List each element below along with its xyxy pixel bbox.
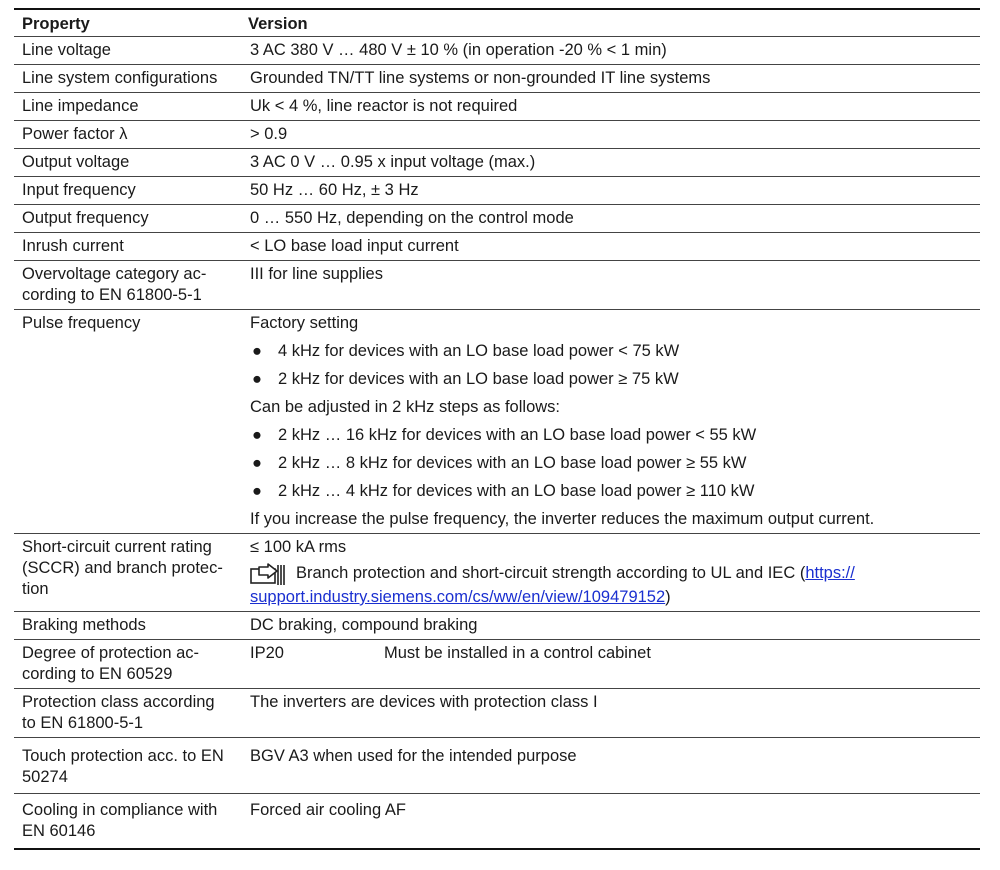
row-property: Braking methods — [14, 612, 242, 640]
row-value: > 0.9 — [242, 121, 980, 149]
note-close-paren: ) — [665, 588, 671, 606]
row-property — [14, 640, 242, 689]
sccr-note — [250, 563, 974, 608]
bullet-icon: ● — [252, 454, 262, 472]
list-item: ● 4 kHz for devices with an LO base load power < 75 kW — [252, 342, 680, 360]
property-line: 50274 — [22, 768, 68, 786]
property-line: Touch protection acc. to EN — [22, 747, 224, 765]
property-line: tion — [22, 580, 49, 598]
table-row-pulse-frequency — [14, 310, 980, 534]
book-note-icon — [250, 563, 290, 587]
list-item: ● 2 kHz … 4 kHz for devices with an LO base load power ≥ 110 kW — [252, 482, 755, 500]
property-line: Overvoltage category ac- — [22, 265, 207, 283]
row-value: 0 … 550 Hz, depending on the control mode — [242, 205, 980, 233]
ip-note: Must be installed in a control cabinet — [384, 644, 651, 662]
table-row-sccr — [14, 534, 980, 612]
technical-data-table — [14, 8, 980, 850]
header-property: Property — [14, 9, 242, 37]
bullet-icon: ● — [252, 482, 262, 500]
row-property — [14, 534, 242, 612]
row-value: BGV A3 when used for the intended purpose — [242, 738, 980, 794]
table-row — [14, 93, 980, 121]
bullet-icon: ● — [252, 370, 262, 388]
table-row — [14, 121, 980, 149]
row-property: Input frequency — [14, 177, 242, 205]
row-property: Line impedance — [14, 93, 242, 121]
row-value: III for line supplies — [242, 261, 980, 310]
table-row — [14, 640, 980, 689]
row-property: Line voltage — [14, 37, 242, 65]
table-row — [14, 233, 980, 261]
list-item: ● 2 kHz … 16 kHz for devices with an LO base load power < 55 kW — [252, 426, 757, 444]
property-line: Protection class according — [22, 693, 215, 711]
pulse-frequency-note: If you increase the pulse frequency, the inverter reduces the maximum output current. — [250, 510, 875, 528]
row-value: 3 AC 380 V … 480 V ± 10 % (in operation -20 % < 1 min) — [242, 37, 980, 65]
property-line: cording to EN 61800-5-1 — [22, 286, 202, 304]
row-property — [14, 689, 242, 738]
row-value: Uk < 4 %, line reactor is not required — [242, 93, 980, 121]
table-row — [14, 738, 980, 794]
adjustment-heading: Can be adjusted in 2 kHz steps as follows: — [250, 398, 560, 416]
property-line: Cooling in compliance with — [22, 801, 218, 819]
row-property: Line system configurations — [14, 65, 242, 93]
row-property: Output frequency — [14, 205, 242, 233]
property-line: cording to EN 60529 — [22, 665, 173, 683]
row-property — [14, 738, 242, 794]
sccr-value: ≤ 100 kA rms — [250, 538, 347, 556]
header-version: Version — [242, 9, 980, 37]
factory-setting-heading: Factory setting — [250, 314, 359, 332]
row-property — [14, 261, 242, 310]
table-row — [14, 149, 980, 177]
row-value: 50 Hz … 60 Hz, ± 3 Hz — [242, 177, 980, 205]
row-value — [242, 310, 980, 534]
row-value: 3 AC 0 V … 0.95 x input voltage (max.) — [242, 149, 980, 177]
property-line: to EN 61800-5-1 — [22, 714, 144, 732]
row-property — [14, 794, 242, 850]
table-header-row — [14, 9, 980, 37]
row-value: DC braking, compound braking — [242, 612, 980, 640]
bullet-icon: ● — [252, 426, 262, 444]
property-line: EN 60146 — [22, 822, 96, 840]
table-row — [14, 37, 980, 65]
row-value: Forced air cooling AF — [242, 794, 980, 850]
row-value: The inverters are devices with protection class I — [242, 689, 980, 738]
ip-code: IP20 — [250, 644, 284, 662]
siemens-support-link[interactable]: https:// support.industry.siemens.com/cs/ww/en/view/109479152 — [250, 564, 855, 606]
row-property: Pulse frequency — [14, 310, 242, 534]
table-row — [14, 612, 980, 640]
table-row — [14, 689, 980, 738]
property-line: Degree of protection ac- — [22, 644, 200, 662]
property-line: Short-circuit current rating — [22, 538, 212, 556]
table-row — [14, 65, 980, 93]
row-property: Inrush current — [14, 233, 242, 261]
table-row — [14, 205, 980, 233]
list-item: ● 2 kHz for devices with an LO base load power ≥ 75 kW — [252, 370, 679, 388]
row-property: Output voltage — [14, 149, 242, 177]
row-value: Grounded TN/TT line systems or non-grounded IT line systems — [242, 65, 980, 93]
table-row — [14, 794, 980, 850]
row-value — [242, 640, 980, 689]
row-property: Power factor λ — [14, 121, 242, 149]
table-row — [14, 177, 980, 205]
table-row — [14, 261, 980, 310]
row-value: < LO base load input current — [242, 233, 980, 261]
row-value — [242, 534, 980, 612]
property-line: (SCCR) and branch protec- — [22, 559, 223, 577]
list-item: ● 2 kHz … 8 kHz for devices with an LO base load power ≥ 55 kW — [252, 454, 747, 472]
bullet-icon: ● — [252, 342, 262, 360]
sccr-note-text: Branch protection and short-circuit strength according to UL and IEC ( — [296, 564, 806, 582]
